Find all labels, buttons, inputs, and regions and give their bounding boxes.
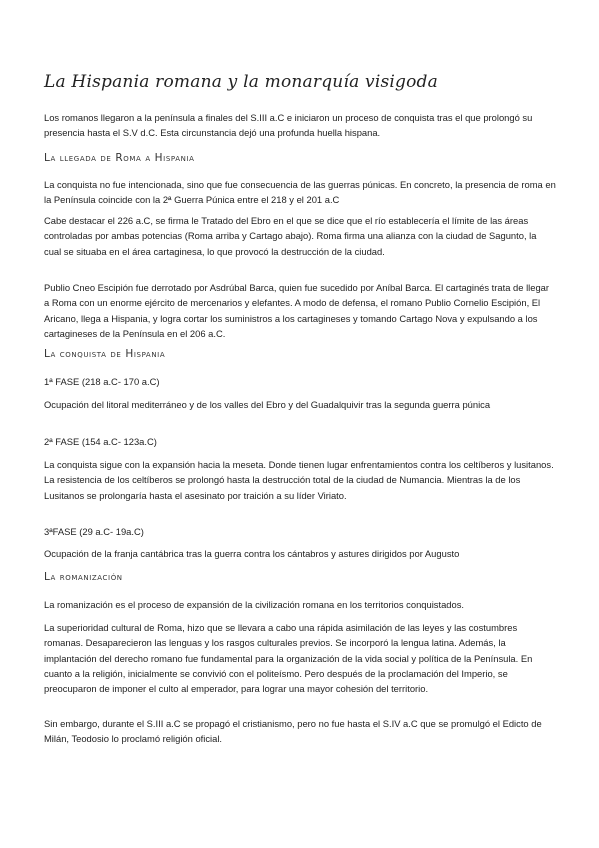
paragraph: Sin embargo, durante el S.III a.C se propagó el cristianismo, pero no fue hasta el S.IV a.C que se promulgó el Edicto de Milán, Teodosio lo proclamó religión oficial. [44,718,542,745]
paragraph: La conquista no fue intencionada, sino que fue consecuencia de las guerras púnicas. En concreto, la presencia de roma en la Península coincide con la 2ª Guerra Púnica entre el 218 y el 201 a.C [44,179,556,206]
paragraph: La superioridad cultural de Roma, hizo que se llevara a cabo una rápida asimilación de las leyes y las costumbres romanas. Desaparecieron las lenguas y los rasgos culturales previos. Se incorporó la lengua latina. Además, la implantación del derecho romano fue fundamental para la organización de la vida social y política de la Península. En cuanto a la religión, inicialmente se convivió con el politeísmo. Pero después de la proclamación del Imperio, se preocuparon de imponer el culto al emperador, para lograr una mayor cohesión del territorio. [44,622,533,695]
phase-text: La conquista sigue con la expansión hacia la meseta. Donde tienen lugar enfrentamientos contra los celtíberos y lusitanos. La resistencia de los celtíberos se prolongó hasta la destrucción total de la ciudad de Numancia. Mientras la de los Lusitanos se prolongaría hasta el asesinato por traición a su líder Viriato. [44,459,554,501]
paragraph: Publio Cneo Escipión fue derrotado por Asdrúbal Barca, quien fue sucedido por Aníbal Barca. El cartaginés trata de llegar a Roma con un enorme ejército de mercenarios y elefantes. A modo de defensa, el romano Publio Cornelio Escipión, El Aricano, llega a Hispania, y logra cortar los suministros a los cartagineses y tomando Cartago Nova y expulsando a los cartagineses de la Península en el 206 a.C. [44,282,549,339]
phase-label: 1ª FASE (218 a.C- 170 a.C) [44,376,160,387]
phase-text: Ocupación del litoral mediterráneo y de los valles del Ebro y del Guadalquivir tras la segunda guerra púnica [44,399,491,410]
intro-paragraph: Los romanos llegaron a la península a finales del S.III a.C e iniciaron un proceso de conquista tras el que prolongó su presencia hasta el S.V d.C. Esta circunstancia dejó una profunda huella hispana. [44,112,533,139]
paragraph: La romanización es el proceso de expansión de la civilización romana en los territorios conquistados. [44,599,465,610]
section-heading: La llegada de Roma a Hispania [44,152,195,164]
paragraph: Cabe destacar el 226 a.C, se firma le Tratado del Ebro en el que se dice que el río establecería el límite de las áreas controladas por ambas potencias (Roma arriba y Cartago abajo). Roma firma una alianza con la ciudad de Sagunto, la cual se situaba en el área cartaginesa, lo que provocó la destrucción de la ciudad. [44,215,537,257]
page-title: La Hispania romana y la monarquía visigoda [44,72,438,92]
phase-label: 3ªFASE (29 a.C- 19a.C) [44,526,144,537]
section-heading: La romanización [44,571,123,583]
phase-label: 2ª FASE (154 a.C- 123a.C) [44,436,157,447]
section-heading: La conquista de Hispania [44,348,166,360]
phase-text: Ocupación de la franja cantábrica tras la guerra contra los cántabros y astures dirigidos por Augusto [44,548,460,559]
